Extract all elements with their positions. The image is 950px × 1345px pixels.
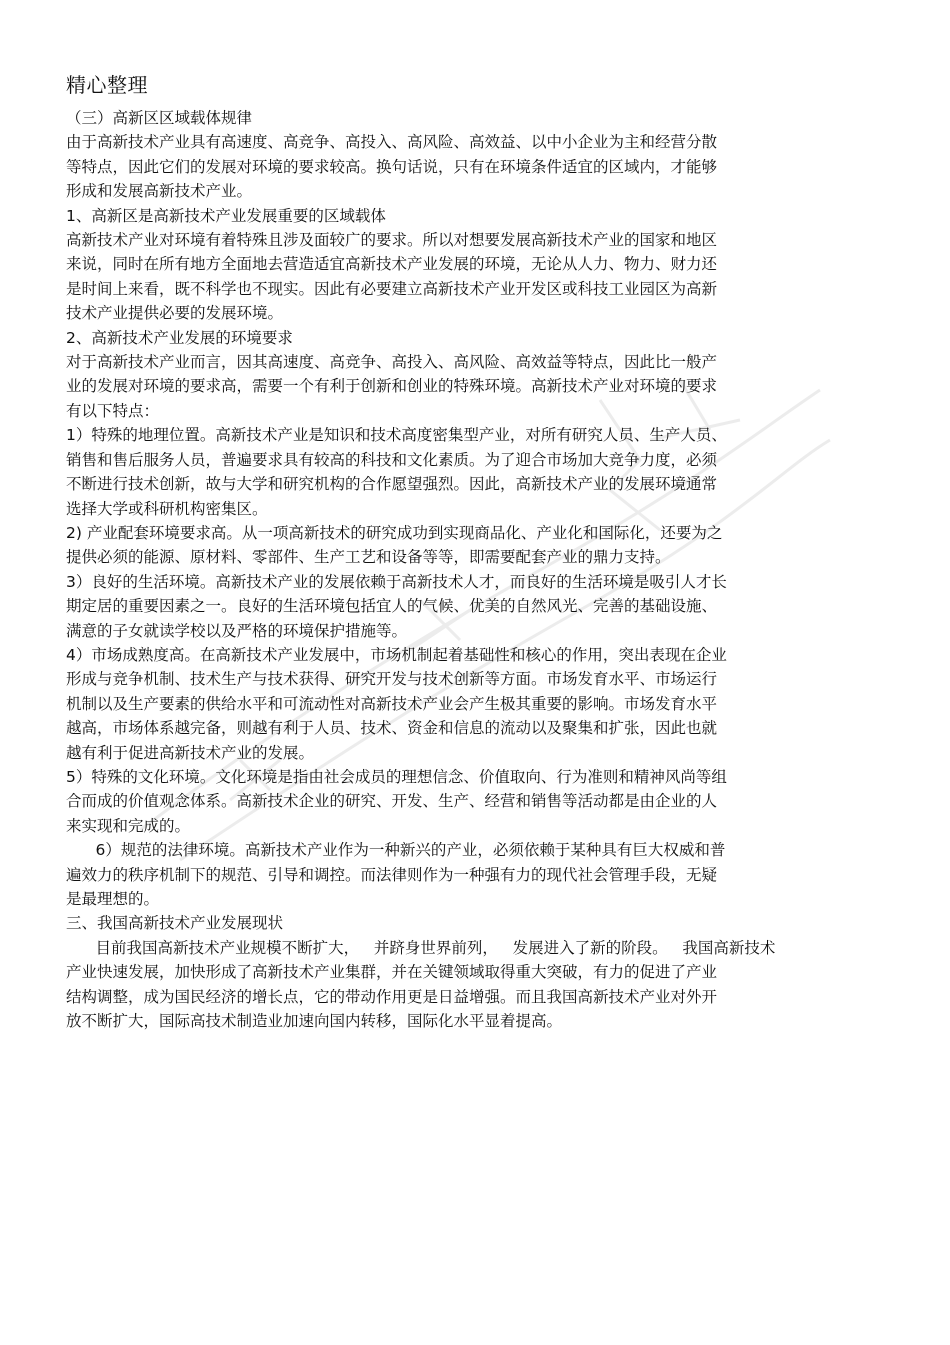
- text-line: 越高，市场体系越完备，则越有利于人员、技术、资金和信息的流动以及聚集和扩张，因此也就: [66, 719, 718, 738]
- text-line: 3）良好的生活环境。高新技术产业的发展依赖于高新技术人才，而良好的生活环境是吸引人才长: [66, 572, 727, 591]
- text-line: 形成与竞争机制、技术生产与技术获得、研究开发与技术创新等方面。市场发育水平、市场运行: [66, 670, 718, 689]
- text-line: 1、高新区是高新技术产业发展重要的区域载体: [66, 206, 386, 225]
- text-line: （三）高新区区域载体规律: [66, 109, 253, 127]
- text-line: 技术产业提供必要的发展环境。: [66, 304, 284, 323]
- text-line: 有以下特点：: [66, 401, 160, 420]
- text-line: 提供必须的能源、原材料、零部件、生产工艺和设备等等，即需要配套产业的鼎力支持。: [66, 548, 671, 567]
- text-line: 满意的子女就读学校以及严格的环境保护措施等。: [66, 621, 408, 640]
- text-line: 等特点，因此它们的发展对环境的要求较高。换句话说，只有在环境条件适宜的区域内，才能够: [66, 157, 718, 176]
- text-line: 对于高新技术产业而言，因其高速度、高竞争、高投入、高风险、高效益等特点，因此比一般产: [66, 353, 718, 372]
- text-line: 合而成的价值观念体系。高新技术企业的研究、开发、生产、经营和销售等活动都是由企业的人: [66, 792, 718, 811]
- text-line: 4）市场成熟度高。在高新技术产业发展中，市场机制起着基础性和核心的作用，突出表现在企业: [66, 645, 727, 664]
- document-body: [66, 106, 886, 1033]
- text-line: 越有利于促进高新技术产业的发展。: [66, 743, 315, 762]
- text-line: 来说，同时在所有地方全面地去营造适宜高新技术产业发展的环境，无论从人力、物力、财力还: [66, 255, 718, 274]
- list-item: [66, 521, 886, 570]
- text-line: 来实现和完成的。: [66, 816, 191, 835]
- text-line: 目前我国高新技术产业规模不断扩大， 并跻身世界前列， 发展进入了新的阶段。 我国高新技术: [66, 938, 776, 957]
- text-line: 6）规范的法律环境。高新技术产业作为一种新兴的产业，必须依赖于某种具有巨大权威和普: [66, 841, 726, 860]
- text-line: 选择大学或科研机构密集区。: [66, 499, 268, 518]
- text-line: 产业快速发展，加快形成了高新技术产业集群，并在关键领域取得重大突破，有力的促进了产业: [66, 963, 718, 982]
- subsection-heading: [66, 326, 886, 350]
- paragraph: [66, 350, 886, 423]
- text-line: 是最理想的。: [66, 890, 160, 908]
- text-line: 2) 产业配套环境要求高。从一项高新技术的研究成功到实现商品化、产业化和国际化，还要为之: [66, 523, 723, 542]
- page-title: 精心整理: [66, 73, 148, 97]
- text-line: 三、我国高新技术产业发展现状: [66, 914, 284, 933]
- list-item: [66, 838, 886, 911]
- text-line: 销售和售后服务人员，普遍要求具有较高的科技和文化素质。为了迎合市场加大竞争力度，必须: [66, 450, 718, 469]
- text-line: 结构调整，成为国民经济的增长点，它的带动作用更是日益增强。而且我国高新技术产业对外开: [66, 987, 718, 1006]
- section-heading: [66, 911, 886, 935]
- text-line: 机制以及生产要素的供给水平和可流动性对高新技术产业会产生极其重要的影响。市场发育水平: [66, 694, 718, 713]
- list-item: [66, 643, 886, 765]
- text-line: 业的发展对环境的要求高，需要一个有利于创新和创业的特殊环境。高新技术产业对环境的要求: [66, 377, 718, 396]
- text-line: 不断进行技术创新，故与大学和研究机构的合作愿望强烈。因此，高新技术产业的发展环境通常: [66, 475, 718, 494]
- text-line: 高新技术产业对环境有着特殊且涉及面较广的要求。所以对想要发展高新技术产业的国家和地区: [66, 231, 718, 250]
- paragraph: [66, 936, 886, 1034]
- text-line: 期定居的重要因素之一。良好的生活环境包括宜人的气候、优美的自然风光、完善的基础设施、: [66, 597, 718, 616]
- text-line: 遍效力的秩序机制下的规范、引导和调控。而法律则作为一种强有力的现代社会管理手段，无疑: [66, 865, 718, 884]
- list-item: [66, 570, 886, 643]
- subsection-heading: [66, 204, 886, 228]
- text-line: 1）特殊的地理位置。高新技术产业是知识和技术高度密集型产业，对所有研究人员、生产人员、: [66, 426, 727, 445]
- text-line: 形成和发展高新技术产业。: [66, 182, 253, 201]
- paragraph: [66, 228, 886, 326]
- text-line: 5）特殊的文化环境。文化环境是指由社会成员的理想信念、价值取向、行为准则和精神风尚等组: [66, 767, 727, 786]
- text-line: 是时间上来看，既不科学也不现实。因此有必要建立高新技术产业开发区或科技工业园区为高新: [66, 279, 718, 298]
- text-line: 由于高新技术产业具有高速度、高竞争、高投入、高风险、高效益、以中小企业为主和经营分散: [66, 133, 718, 152]
- paragraph: [66, 130, 886, 203]
- text-line: 放不断扩大，国际高技术制造业加速向国内转移，国际化水平显着提高。: [66, 1012, 563, 1031]
- list-item: [66, 765, 886, 838]
- text-line: 2、高新技术产业发展的环境要求: [66, 328, 293, 347]
- list-item: [66, 423, 886, 521]
- section-heading: [66, 106, 886, 130]
